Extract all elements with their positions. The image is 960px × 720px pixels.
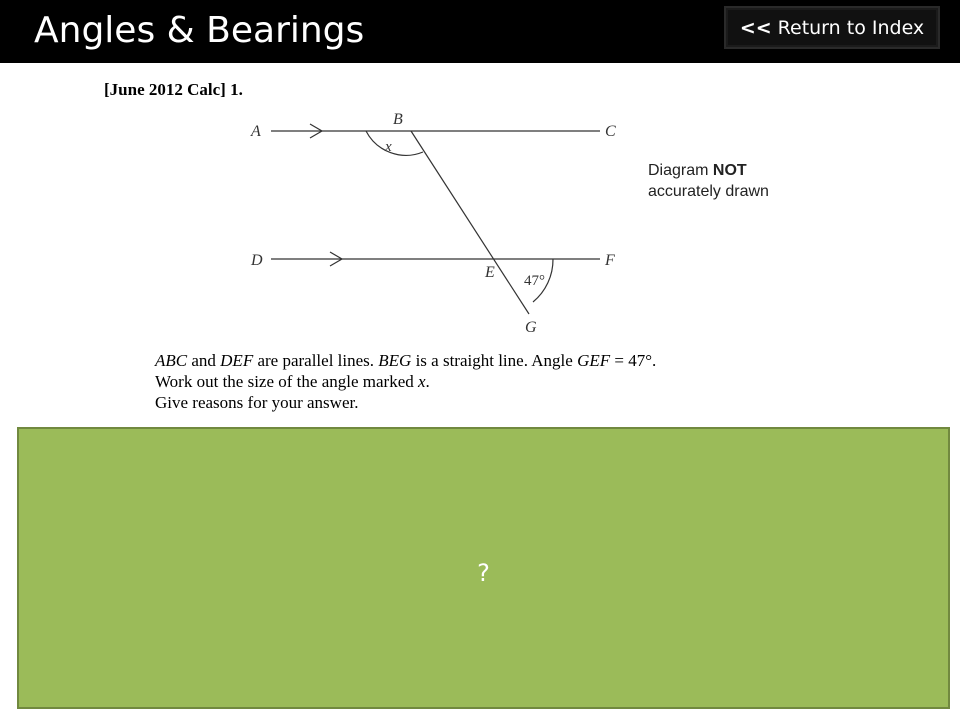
page-title: Angles & Bearings [34, 10, 365, 51]
diagram-note [648, 160, 769, 202]
label-d: D [251, 252, 263, 269]
header-bar [0, 0, 960, 63]
label-c: C [605, 123, 616, 140]
angle-x-arc [366, 131, 423, 155]
note-line2: accurately drawn [648, 183, 769, 200]
question-line-2: Work out the size of the angle marked x. [155, 372, 430, 391]
note-bold: NOT [712, 162, 747, 179]
label-a: A [251, 123, 261, 140]
back-arrows-icon: << [739, 16, 772, 39]
label-e: E [485, 264, 495, 281]
label-x: x [385, 139, 392, 155]
answer-reveal-panel[interactable] [17, 427, 950, 709]
label-g: G [525, 319, 537, 336]
note-prefix: Diagram [648, 162, 713, 179]
return-to-index-button[interactable] [724, 6, 940, 49]
answer-placeholder: ? [477, 559, 490, 587]
question-line-3: Give reasons for your answer. [155, 393, 359, 412]
label-b: B [393, 111, 403, 128]
question-reference: [June 2012 Calc] 1. [104, 80, 243, 99]
parallel-lines-diagram [240, 104, 640, 340]
line-beg [411, 131, 529, 314]
label-angle-47: 47° [524, 273, 545, 289]
question-text [155, 350, 656, 413]
question-line-1: ABC and DEF are parallel lines. BEG is a straight line. Angle GEF = 47°. [155, 351, 657, 370]
label-f: F [605, 252, 615, 269]
return-button-label: Return to Index [777, 16, 925, 39]
